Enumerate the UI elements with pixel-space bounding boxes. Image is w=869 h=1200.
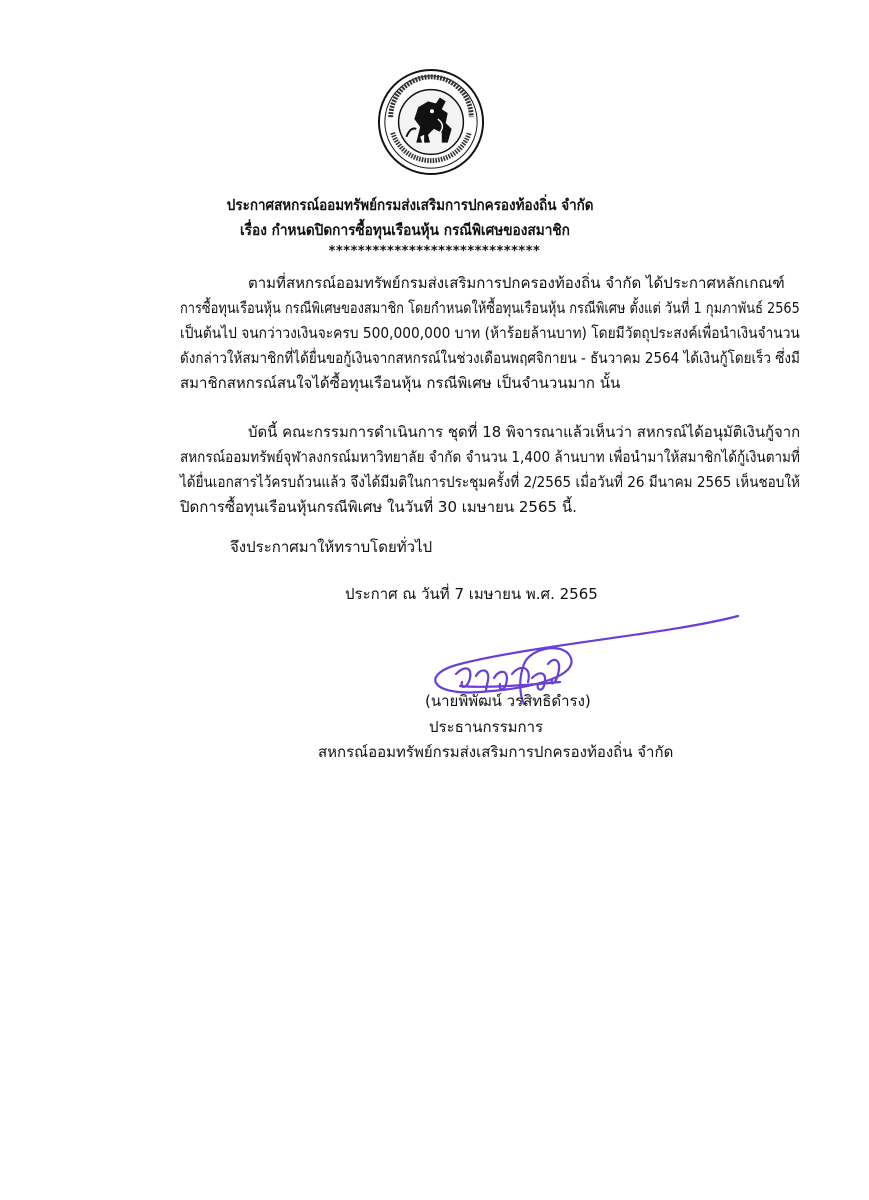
cooperative-seal-logo bbox=[377, 68, 485, 176]
paragraph-1-line-3: เป็นต้นไป จนกว่าวงเงินจะครบ 500,000,000 บาท (ห้าร้อยล้านบาท) โดยมีวัตถุประสงค์เพื่อนำเงินจำนวน bbox=[180, 324, 800, 342]
paragraph-1-line-1: ตามที่สหกรณ์ออมทรัพย์กรมส่งเสริมการปกครองท้องถิ่น จำกัด ได้ประกาศหลักเกณฑ์ bbox=[248, 274, 785, 292]
signatory-organization: สหกรณ์ออมทรัพย์กรมส่งเสริมการปกครองท้องถิ่น จำกัด bbox=[318, 743, 674, 761]
paragraph-2-line-1: บัดนี้ คณะกรรมการดำเนินการ ชุดที่ 18 พิจารณาแล้วเห็นว่า สหกรณ์ได้อนุมัติเงินกู้จาก bbox=[248, 423, 801, 441]
paragraph-2-line-4: ปิดการซื้อทุนเรือนหุ้นกรณีพิเศษ ในวันที่ 30 เมษายน 2565 นี้. bbox=[180, 498, 577, 516]
paragraph-1-line-2: การซื้อทุนเรือนหุ้น กรณีพิเศษของสมาชิก โดยกำหนดให้ซื้อทุนเรือนหุ้น กรณีพิเศษ ตั้งแต่ วันที่ 1 กุมภาพันธ์ 2565 bbox=[180, 299, 800, 317]
paragraph-2-line-3: ได้ยื่นเอกสารไว้ครบถ้วนแล้ว จึงได้มีมติในการประชุมครั้งที่ 2/2565 เมื่อวันที่ 26 มีนาคม 2565 เห็นชอบให้ bbox=[180, 473, 800, 491]
paragraph-1-line-4: ดังกล่าวให้สมาชิกที่ได้ยื่นขอกู้เงินจากสหกรณ์ในช่วงเดือนพฤศจิกายน - ธันวาคม 2564 ได้เงินกู้โดยเร็ว ซึ่งมี bbox=[180, 349, 800, 367]
announcement-date: ประกาศ ณ วันที่ 7 เมษายน พ.ศ. 2565 bbox=[345, 585, 598, 603]
paragraph-1-line-5: สมาชิกสหกรณ์สนใจได้ซื้อทุนเรือนหุ้น กรณีพิเศษ เป็นจำนวนมาก นั้น bbox=[180, 374, 621, 392]
announcement-subject: เรื่อง กำหนดปิดการซื้อทุนเรือนหุ้น กรณีพิเศษของสมาชิก bbox=[240, 221, 570, 239]
closing-statement: จึงประกาศมาให้ทราบโดยทั่วไป bbox=[230, 538, 433, 556]
announcement-title: ประกาศสหกรณ์ออมทรัพย์กรมส่งเสริมการปกครองท้องถิ่น จำกัด bbox=[226, 196, 594, 214]
signatory-name: (นายพิพัฒน์ วรสิทธิดำรง) bbox=[425, 692, 591, 710]
signatory-position: ประธานกรรมการ bbox=[429, 718, 544, 736]
paragraph-2-line-2: สหกรณ์ออมทรัพย์จุฬาลงกรณ์มหาวิทยาลัย จำกัด จำนวน 1,400 ล้านบาท เพื่อนำมาให้สมาชิกได้กู้เงินตามที่ bbox=[180, 448, 800, 466]
header-divider-stars: ***************************** bbox=[328, 244, 541, 259]
